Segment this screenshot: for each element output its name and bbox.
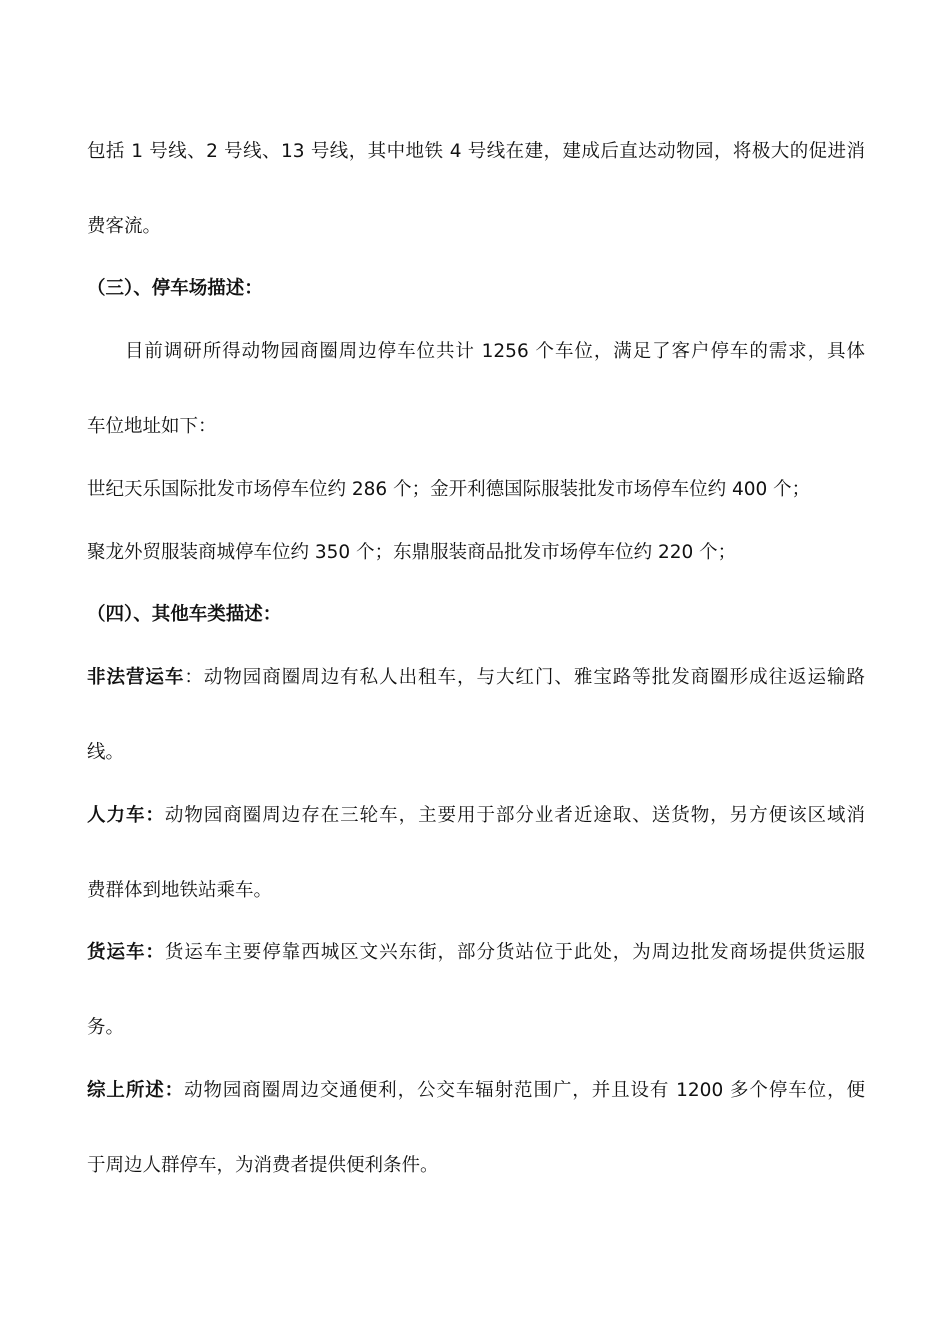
- parking-list-line-2: 聚龙外贸服装商城停车位约 350 个；东鼎服装商品批发市场停车位约 220 个；: [87, 542, 737, 563]
- manpower-vehicle-label: 人力车：: [87, 805, 165, 826]
- section-heading-parking: （三）、停车场描述：: [87, 278, 263, 299]
- parking-list-line-1: 世纪天乐国际批发市场停车位约 286 个；金开利德国际服装批发市场停车位约 400 个；: [87, 479, 811, 500]
- manpower-vehicle-line-1: [87, 804, 865, 828]
- section-heading-other-vehicles: （四）、其他车类描述：: [87, 604, 282, 625]
- illegal-vehicle-line-1: [87, 666, 865, 690]
- manpower-vehicle-text: 动物园商圈周边存在三轮车，主要用于部分业者近途取、送货物，另方便该区域消: [164, 805, 865, 826]
- summary-label: 综上所述：: [87, 1080, 185, 1101]
- freight-vehicle-text: 货运车主要停靠西城区文兴东街，部分货站位于此处，为周边批发商场提供货运服: [164, 942, 865, 963]
- summary-line-1: [87, 1079, 865, 1103]
- freight-vehicle-line-1: [87, 941, 865, 965]
- summary-text: 动物园商圈周边交通便利，公交车辐射范围广，并且设有 1200 多个停车位，便: [184, 1080, 865, 1101]
- manpower-vehicle-line-2: 费群体到地铁站乘车。: [87, 880, 273, 901]
- illegal-vehicle-label: 非法营运车: [87, 667, 185, 688]
- paragraph-metro-line-1: 包括 1 号线、2 号线、13 号线，其中地铁 4 号线在建，建成后直达动物园，将极大的促进消: [87, 141, 865, 162]
- paragraph-parking-line-1: 目前调研所得动物园商圈周边停车位共计 1256 个车位，满足了客户停车的需求，具体: [125, 341, 865, 362]
- illegal-vehicle-text: ：动物园商圈周边有私人出租车，与大红门、雅宝路等批发商圈形成往返运输路: [184, 667, 865, 688]
- freight-vehicle-label: 货运车：: [87, 942, 165, 963]
- illegal-vehicle-line-2: 线。: [87, 742, 125, 763]
- summary-line-2: 于周边人群停车，为消费者提供便利条件。: [87, 1155, 439, 1176]
- freight-vehicle-line-2: 务。: [87, 1017, 125, 1038]
- paragraph-metro-line-2: 费客流。: [87, 216, 162, 237]
- paragraph-parking-line-2: 车位地址如下：: [87, 416, 217, 437]
